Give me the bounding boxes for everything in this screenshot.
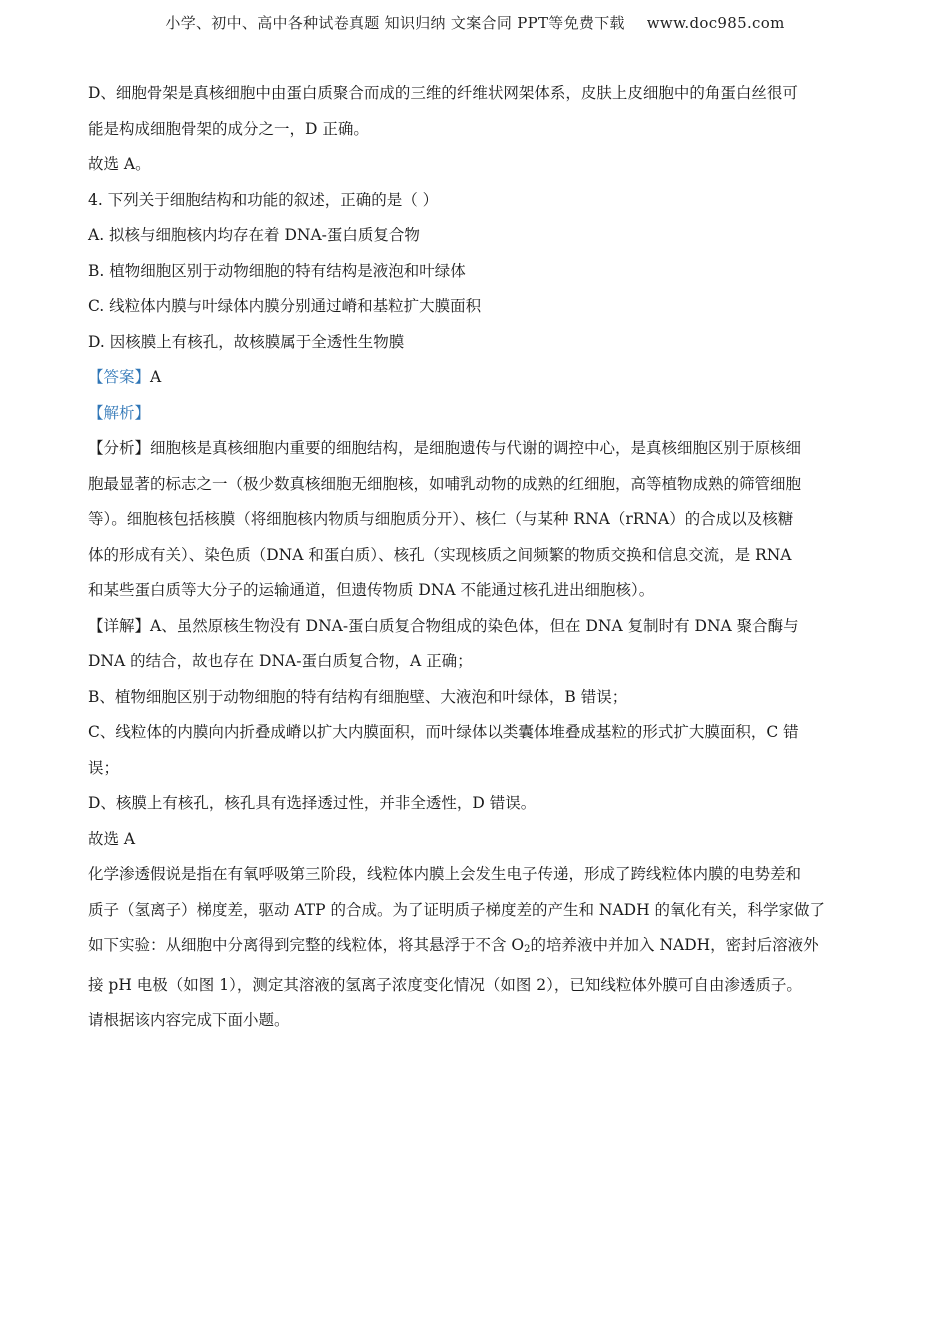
passage-line [88,928,868,968]
option-a: A. 拟核与细胞核内均存在着 DNA-蛋白质复合物 [88,226,420,244]
option-c: C. 线粒体内膜与叶绿体内膜分别通过嵴和基粒扩大膜面积 [88,297,482,315]
option-d: D. 因核膜上有核孔，故核膜属于全透性生物膜 [88,332,405,351]
passage-line: 化学渗透假说是指在有氧呼吸第三阶段，线粒体内膜上会发生电子传递，形成了跨线粒体内膜的电势差和 [88,865,802,883]
header-text: 小学、初中、高中各种试卷真题 知识归纳 文案合同 PPT等免费下载 [165,14,625,32]
detail-text: A、虽然原核生物没有 DNA-蛋白质复合物组成的染色体，但在 DNA 复制时有 DNA 聚合酶与 [150,616,799,635]
text-line: D、核膜上有核孔，核孔具有选择透过性，并非全透性，D 错误。 [88,794,537,812]
passage-text: 如下实验：从细胞中分离得到完整的线粒体，将其悬浮于不含 O [88,936,525,954]
document-body [88,76,868,1039]
subscript: 2 [524,944,531,955]
option-b: B. 植物细胞区别于动物细胞的特有结构是液泡和叶绿体 [88,261,466,280]
text-line: 能是构成细胞骨架的成分之一，D 正确。 [88,119,369,138]
analysis-tag: 【解析】 [88,403,151,422]
text-line: C、线粒体的内膜向内折叠成嵴以扩大内膜面积，而叶绿体以类囊体堆叠成基粒的形式扩大膜面积，C 错 [88,723,799,741]
passage-line: 质子（氢离子）梯度差，驱动 ATP 的合成。为了证明质子梯度差的产生和 NADH 的氧化有关，科学家做了 [88,900,826,919]
text-line: 等）。细胞核包括核膜（将细胞核内物质与细胞质分开）、核仁（与某种 RNA（rRNA）的合成以及核糖 [88,510,794,528]
header-url[interactable]: www.doc985.com [646,14,785,32]
text-line: B、植物细胞区别于动物细胞的特有结构有细胞壁、大液泡和叶绿体，B 错误； [88,687,628,706]
detail-tag: 【详解】 [88,616,151,635]
passage-text: 的培养液中并加入 NADH，密封后溶液外 [530,936,819,954]
text-line: 故选 A [88,829,136,848]
analysis-line [88,431,868,467]
text-line: 体的形成有关）、染色质（DNA 和蛋白质）、核孔（实现核质之间频繁的物质交换和信息交流，是 RNA [88,545,792,564]
page-header [0,12,950,33]
answer-tag: 【答案】 [88,368,151,386]
text-line: D、细胞骨架是真核细胞中由蛋白质聚合而成的三维的纤维状网架体系，皮肤上皮细胞中的角蛋白丝很可 [88,84,798,102]
passage-line: 接 pH 电极（如图 1），测定其溶液的氢离子浓度变化情况（如图 2），已知线粒体外膜可自由渗透质子。 [88,975,802,994]
text-line: 和某些蛋白质等大分子的运输通道，但遗传物质 DNA 不能通过核孔进出细胞核）。 [88,581,655,599]
answer-value: A [150,368,162,386]
text-line: 故选 A。 [88,155,151,173]
text-line: 胞最显著的标志之一（极少数真核细胞无细胞核，如哺乳动物的成熟的红细胞，高等植物成熟的筛管细胞 [88,474,802,493]
text-line: DNA 的结合，故也存在 DNA-蛋白质复合物，A 正确； [88,652,473,670]
text-line: 误； [88,758,120,777]
passage-line: 请根据该内容完成下面小题。 [88,1011,290,1029]
answer-line [88,360,868,396]
analysis-sub-tag: 【分析】 [88,439,151,457]
analysis-text: 细胞核是真核细胞内重要的细胞结构，是细胞遗传与代谢的调控中心，是真核细胞区别于原核细 [150,439,802,457]
detail-line [88,609,868,645]
analysis-heading [88,396,868,432]
question-stem: 4. 下列关于细胞结构和功能的叙述，正确的是（ ） [88,190,439,209]
